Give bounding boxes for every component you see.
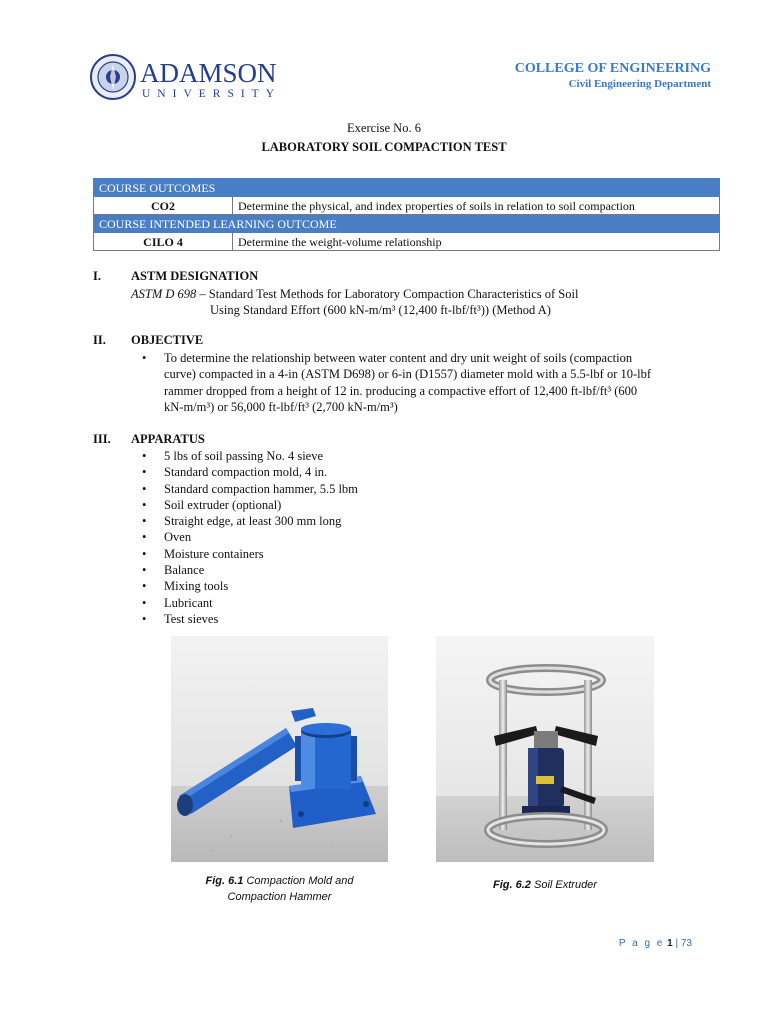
list-item [142, 562, 684, 578]
adamson-logo [88, 52, 308, 102]
apparatus-item-text: Balance [164, 563, 205, 578]
bullet-icon: • [142, 579, 147, 594]
bullet-icon: • [142, 563, 147, 578]
apparatus-item-text: Test sieves [164, 611, 219, 626]
table-row [94, 233, 720, 251]
apparatus-list [142, 448, 684, 627]
page-separator: | [672, 938, 681, 949]
section-2-number: II. [93, 333, 106, 347]
section-2-title: OBJECTIVE [131, 333, 204, 347]
table-row [94, 179, 720, 197]
list-item [142, 513, 684, 529]
bullet-icon: • [142, 497, 147, 512]
co-code: CO2 [94, 197, 233, 215]
page-footer [619, 938, 692, 949]
bullet-icon: • [142, 465, 147, 480]
list-item [142, 529, 684, 545]
table-row [94, 215, 720, 233]
apparatus-item-text: Oven [164, 530, 192, 545]
list-item [142, 448, 684, 464]
bullet-icon: • [142, 514, 147, 529]
objective-item [142, 350, 724, 415]
page-number: 1 [667, 938, 673, 949]
section-3-number: III. [93, 432, 111, 446]
apparatus-item-text: Moisture containers [164, 546, 264, 561]
astm-designation-line2: Using Standard Effort (600 kN-m/m³ (12,400 ft-lbf/ft³)) (Method A) [210, 303, 551, 317]
figure-6-2-caption-text: Soil Extruder [530, 879, 597, 891]
apparatus-item-text: Standard compaction hammer, 5.5 lbm [164, 481, 358, 496]
astm-title-part1: – Standard Test Methods for Laboratory Compaction Characteristics of Soil [196, 287, 579, 301]
apparatus-item-text: Mixing tools [164, 579, 229, 594]
cilo-text: Determine the weight-volume relationship [233, 233, 720, 251]
college-name: COLLEGE OF ENGINEERING [514, 61, 711, 76]
co-text: Determine the physical, and index properties of soils in relation to soil compaction [233, 197, 720, 215]
figure-6-2-label: Fig. 6.2 [493, 879, 531, 891]
bullet-icon: • [142, 546, 147, 561]
compaction-mold-photo [171, 636, 388, 862]
objective-line-4: kN-m/m³) or 56,000 ft-lbf/ft³ (2,700 kN-m/m³) [164, 399, 398, 414]
bullet-icon: • [142, 595, 147, 610]
astm-standard-code: ASTM D 698 [131, 287, 197, 301]
apparatus-item-text: Straight edge, at least 300 mm long [164, 514, 342, 529]
figure-6-1-caption [171, 873, 388, 905]
figure-6-1-caption-text-2: Compaction Hammer [227, 891, 332, 903]
soil-extruder-photo [436, 636, 654, 862]
bullet-icon: • [142, 351, 147, 365]
list-item [142, 497, 684, 513]
exercise-number: Exercise No. 6 [347, 121, 421, 135]
university-seal-icon [91, 55, 135, 99]
apparatus-item-text: Soil extruder (optional) [164, 497, 282, 512]
section-1-title: ASTM DESIGNATION [131, 269, 259, 283]
page-total: 73 [680, 938, 692, 949]
section-1-number: I. [93, 269, 101, 283]
table-row [94, 197, 720, 215]
page-word: P a g e [618, 938, 665, 949]
apparatus-item-text: 5 lbs of soil passing No. 4 sieve [164, 449, 324, 463]
cilo-code: CILO 4 [94, 233, 233, 251]
cilo-header: COURSE INTENDED LEARNING OUTCOME [94, 215, 720, 233]
list-item [142, 464, 684, 480]
logo-wordmark: ADAMSON [140, 58, 277, 88]
logo-subtitle: UNIVERSITY [142, 88, 281, 100]
objective-list [142, 350, 724, 415]
list-item [142, 578, 684, 594]
objective-line-2: curve) compacted in a 4-in (ASTM D698) or 6-in (D1557) diameter mold with a 5.5-lbf or 10-lbf [164, 367, 652, 382]
figure-6-1-caption-text: Compaction Mold and [243, 875, 354, 887]
department-name: Civil Engineering Department [568, 78, 711, 90]
figure-6-2-caption [436, 877, 654, 893]
exercise-title: LABORATORY SOIL COMPACTION TEST [261, 140, 507, 154]
astm-designation-line1 [131, 286, 578, 302]
section-3-title: APPARATUS [131, 432, 205, 446]
course-outcomes-header: COURSE OUTCOMES [94, 179, 720, 197]
list-item [142, 611, 684, 627]
list-item [142, 481, 684, 497]
bullet-icon: • [142, 611, 147, 626]
soil-extruder [488, 668, 604, 844]
apparatus-item-text: Standard compaction mold, 4 in. [164, 465, 328, 480]
bullet-icon: • [142, 449, 147, 463]
list-item [142, 595, 684, 611]
objective-line-3: rammer dropped from a height of 12 in. producing a compactive effort of 12,400 ft-lbf/ft³ (600 [164, 383, 638, 398]
bullet-icon: • [142, 481, 147, 496]
figure-6-1-label: Fig. 6.1 [205, 875, 244, 887]
bullet-icon: • [142, 530, 147, 545]
objective-line-1: To determine the relationship between water content and dry unit weight of soils (compaction [164, 351, 633, 365]
outcomes-table [93, 178, 720, 251]
list-item [142, 546, 684, 562]
apparatus-item-text: Lubricant [164, 595, 213, 610]
